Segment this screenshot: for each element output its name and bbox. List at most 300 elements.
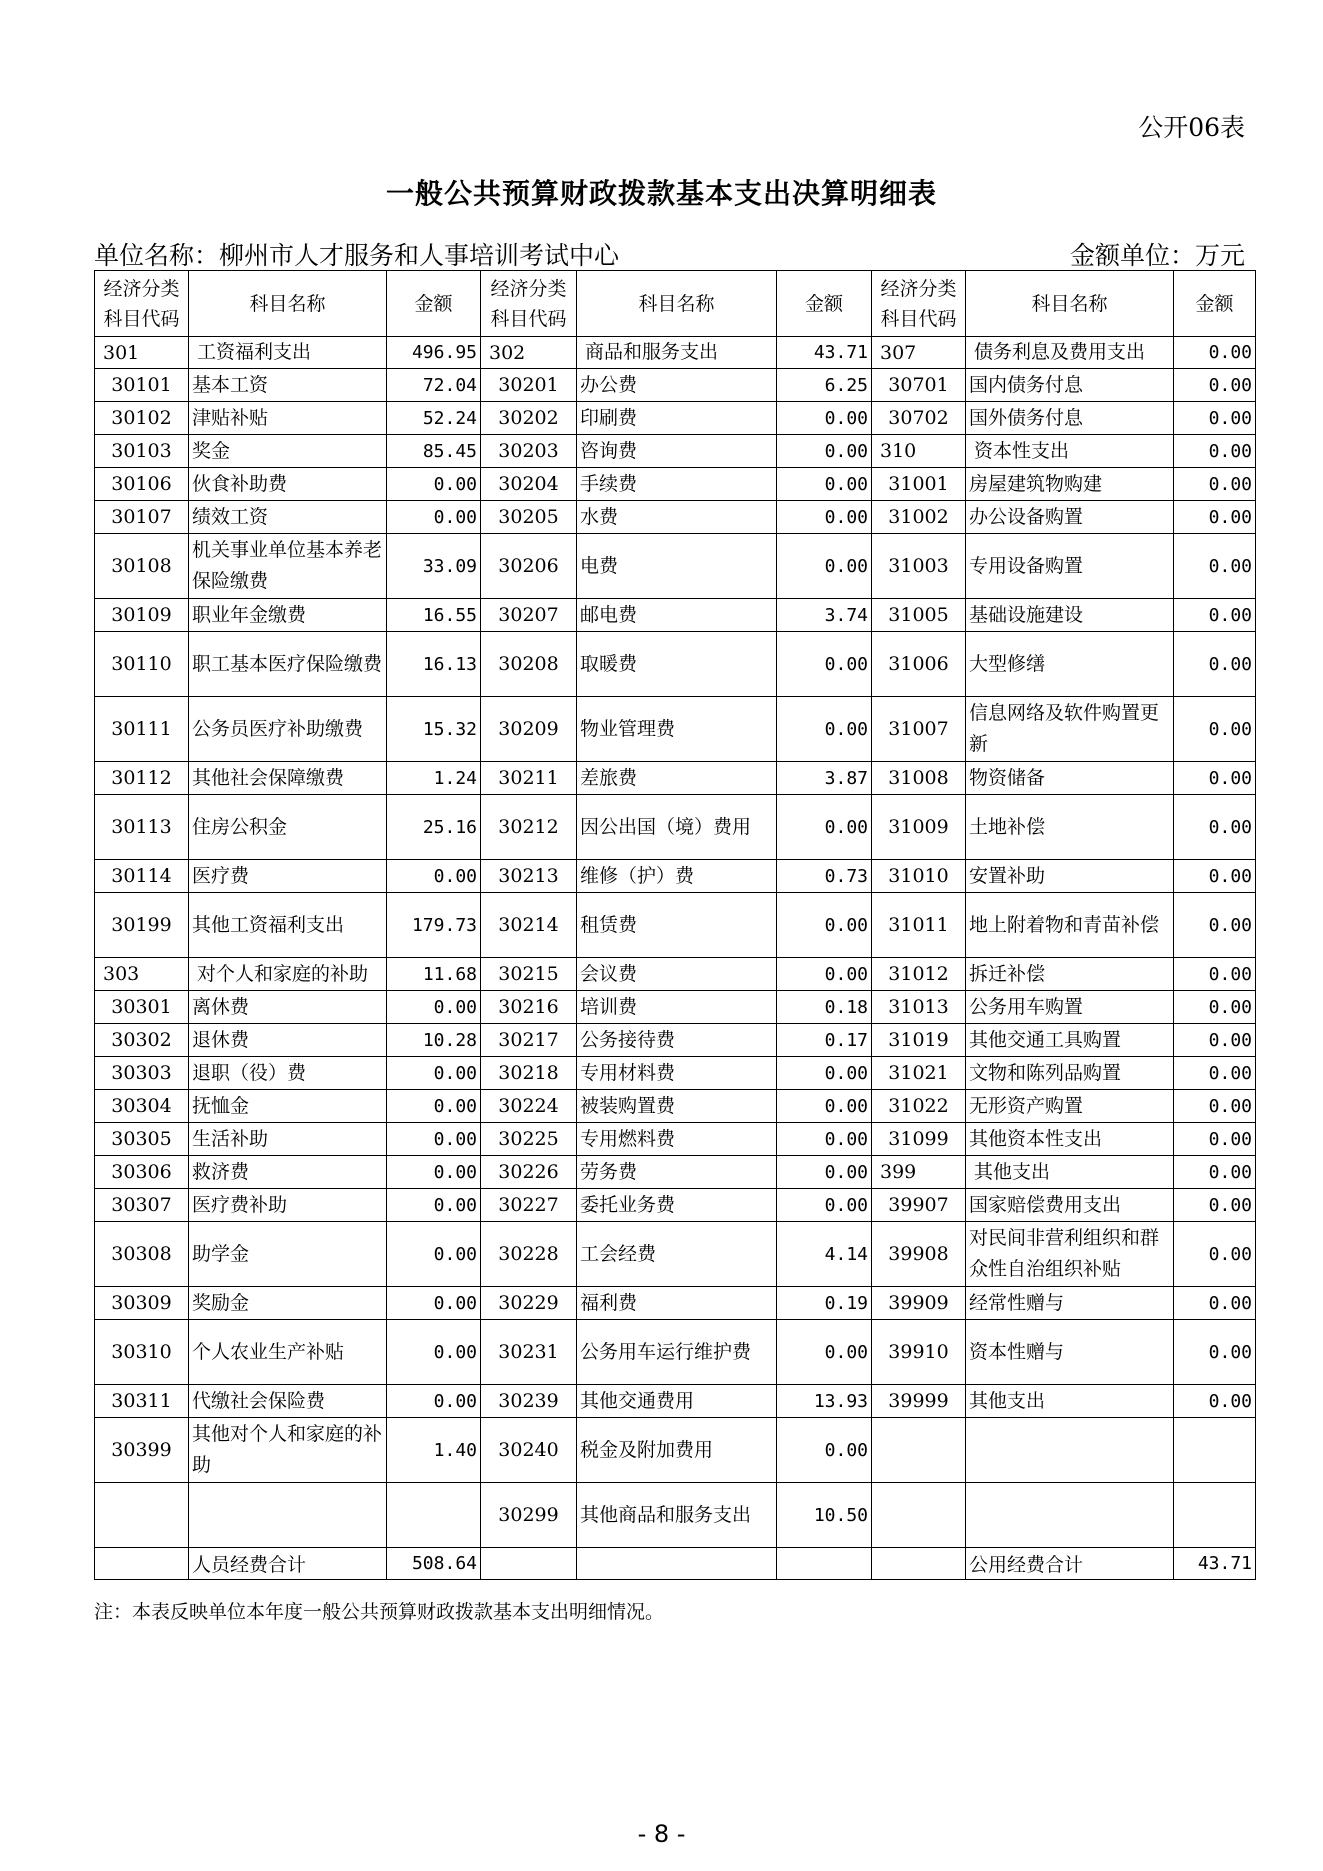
item-name-cell: 基础设施建设 xyxy=(966,599,1174,632)
economic-code-cell: 399 xyxy=(872,1156,966,1189)
amount-cell: 0.00 xyxy=(1174,402,1256,435)
economic-code-cell: 30211 xyxy=(481,762,577,795)
economic-code-cell xyxy=(872,1483,966,1548)
amount-cell xyxy=(387,1483,481,1548)
economic-code-cell: 30213 xyxy=(481,860,577,893)
item-name-cell: 其他社会保障缴费 xyxy=(189,762,387,795)
amount-cell: 1.24 xyxy=(387,762,481,795)
table-row xyxy=(95,1123,1256,1156)
item-name-cell: 税金及附加费用 xyxy=(577,1418,777,1483)
item-name-cell: 无形资产购置 xyxy=(966,1090,1174,1123)
public-total-amount: 43.71 xyxy=(1174,1548,1256,1580)
table-row xyxy=(95,337,1256,369)
personnel-total-label: 人员经费合计 xyxy=(189,1548,387,1580)
item-name-cell: 商品和服务支出 xyxy=(577,337,777,369)
item-name-cell: 奖励金 xyxy=(189,1287,387,1320)
table-row xyxy=(95,1156,1256,1189)
economic-code-cell: 39907 xyxy=(872,1189,966,1222)
item-name-cell: 公务用车购置 xyxy=(966,991,1174,1024)
economic-code-cell: 31012 xyxy=(872,958,966,991)
amount-cell: 0.18 xyxy=(777,991,872,1024)
amount-cell: 0.00 xyxy=(1174,1222,1256,1287)
amount-cell: 3.74 xyxy=(777,599,872,632)
amount-cell: 25.16 xyxy=(387,795,481,860)
economic-code-cell: 30108 xyxy=(95,534,189,599)
amount-cell: 0.00 xyxy=(777,1320,872,1385)
amount-cell: 0.00 xyxy=(777,534,872,599)
table-row xyxy=(95,1057,1256,1090)
economic-code-cell: 30231 xyxy=(481,1320,577,1385)
item-name-cell: 退休费 xyxy=(189,1024,387,1057)
amount-cell: 0.00 xyxy=(387,1189,481,1222)
economic-code-cell: 31006 xyxy=(872,632,966,697)
economic-code-cell: 31099 xyxy=(872,1123,966,1156)
page-number: - 8 - xyxy=(637,1820,686,1848)
amount-cell: 0.00 xyxy=(777,1189,872,1222)
totals-row xyxy=(95,1548,1256,1580)
amount-cell: 0.00 xyxy=(387,991,481,1024)
economic-code-cell: 310 xyxy=(872,435,966,468)
item-name-cell: 职业年金缴费 xyxy=(189,599,387,632)
amount-cell: 72.04 xyxy=(387,369,481,402)
amount-cell: 0.00 xyxy=(1174,1320,1256,1385)
economic-code-cell: 39910 xyxy=(872,1320,966,1385)
item-name-cell: 公务用车运行维护费 xyxy=(577,1320,777,1385)
amount-cell: 15.32 xyxy=(387,697,481,762)
economic-code-cell: 30309 xyxy=(95,1287,189,1320)
amount-cell: 52.24 xyxy=(387,402,481,435)
amount-cell: 0.00 xyxy=(777,1156,872,1189)
amount-cell: 0.00 xyxy=(777,697,872,762)
amount-cell: 0.00 xyxy=(1174,1024,1256,1057)
item-name-cell: 债务利息及费用支出 xyxy=(966,337,1174,369)
amount-cell: 0.00 xyxy=(777,1090,872,1123)
item-name-cell: 维修（护）费 xyxy=(577,860,777,893)
item-name-cell: 津贴补贴 xyxy=(189,402,387,435)
item-name-cell: 退职（役）费 xyxy=(189,1057,387,1090)
item-name-cell: 物资储备 xyxy=(966,762,1174,795)
item-name-cell: 离休费 xyxy=(189,991,387,1024)
economic-code-cell: 31011 xyxy=(872,893,966,958)
economic-code-cell: 30310 xyxy=(95,1320,189,1385)
economic-code-cell: 31021 xyxy=(872,1057,966,1090)
amount-cell: 0.00 xyxy=(1174,1189,1256,1222)
economic-code-cell: 301 xyxy=(95,337,189,369)
economic-code-cell: 30206 xyxy=(481,534,577,599)
amount-cell: 0.00 xyxy=(777,435,872,468)
table-cell xyxy=(872,1548,966,1580)
amount-cell: 0.00 xyxy=(1174,501,1256,534)
economic-code-cell: 30307 xyxy=(95,1189,189,1222)
item-name-cell: 住房公积金 xyxy=(189,795,387,860)
amount-cell: 0.00 xyxy=(777,1418,872,1483)
table-row xyxy=(95,402,1256,435)
economic-code-cell xyxy=(95,1483,189,1548)
economic-code-cell: 30106 xyxy=(95,468,189,501)
item-name-cell: 公务接待费 xyxy=(577,1024,777,1057)
table-row xyxy=(95,501,1256,534)
economic-code-cell: 31003 xyxy=(872,534,966,599)
economic-code-cell: 30204 xyxy=(481,468,577,501)
table-row xyxy=(95,1090,1256,1123)
economic-code-cell: 30399 xyxy=(95,1418,189,1483)
item-name-cell: 其他商品和服务支出 xyxy=(577,1483,777,1548)
economic-code-cell: 31007 xyxy=(872,697,966,762)
economic-code-cell: 30109 xyxy=(95,599,189,632)
economic-code-cell: 31009 xyxy=(872,795,966,860)
column-header: 金额 xyxy=(387,271,481,337)
item-name-cell: 国家赔偿费用支出 xyxy=(966,1189,1174,1222)
item-name-cell: 福利费 xyxy=(577,1287,777,1320)
item-name-cell: 委托业务费 xyxy=(577,1189,777,1222)
item-name-cell: 水费 xyxy=(577,501,777,534)
amount-cell: 0.00 xyxy=(387,1156,481,1189)
item-name-cell: 安置补助 xyxy=(966,860,1174,893)
column-header: 科目名称 xyxy=(966,271,1174,337)
item-name-cell: 伙食补助费 xyxy=(189,468,387,501)
amount-cell: 0.00 xyxy=(777,795,872,860)
column-header: 经济分类科目代码 xyxy=(481,271,577,337)
item-name-cell: 房屋建筑物购建 xyxy=(966,468,1174,501)
economic-code-cell: 30202 xyxy=(481,402,577,435)
amount-cell: 0.00 xyxy=(777,501,872,534)
amount-cell xyxy=(1174,1483,1256,1548)
table-row xyxy=(95,1320,1256,1385)
item-name-cell: 文物和陈列品购置 xyxy=(966,1057,1174,1090)
item-name-cell: 信息网络及软件购置更新 xyxy=(966,697,1174,762)
amount-cell: 0.00 xyxy=(387,1287,481,1320)
item-name-cell: 办公费 xyxy=(577,369,777,402)
economic-code-cell: 31008 xyxy=(872,762,966,795)
amount-cell: 43.71 xyxy=(777,337,872,369)
amount-cell: 0.00 xyxy=(777,1123,872,1156)
item-name-cell: 绩效工资 xyxy=(189,501,387,534)
item-name-cell: 机关事业单位基本养老保险缴费 xyxy=(189,534,387,599)
item-name-cell: 土地补偿 xyxy=(966,795,1174,860)
amount-cell: 0.00 xyxy=(387,1222,481,1287)
amount-cell: 0.00 xyxy=(1174,893,1256,958)
economic-code-cell: 30102 xyxy=(95,402,189,435)
item-name-cell: 专用材料费 xyxy=(577,1057,777,1090)
economic-code-cell: 30229 xyxy=(481,1287,577,1320)
economic-code-cell: 30215 xyxy=(481,958,577,991)
amount-cell: 0.00 xyxy=(1174,632,1256,697)
economic-code-cell: 39909 xyxy=(872,1287,966,1320)
item-name-cell: 基本工资 xyxy=(189,369,387,402)
economic-code-cell: 307 xyxy=(872,337,966,369)
economic-code-cell: 30302 xyxy=(95,1024,189,1057)
item-name-cell: 其他支出 xyxy=(966,1385,1174,1418)
item-name-cell: 会议费 xyxy=(577,958,777,991)
table-row xyxy=(95,1189,1256,1222)
item-name-cell: 经常性赠与 xyxy=(966,1287,1174,1320)
economic-code-cell: 31005 xyxy=(872,599,966,632)
table-row xyxy=(95,435,1256,468)
amount-cell: 16.13 xyxy=(387,632,481,697)
amount-cell: 0.00 xyxy=(1174,599,1256,632)
table-row xyxy=(95,893,1256,958)
amount-cell: 0.00 xyxy=(1174,337,1256,369)
table-row xyxy=(95,1418,1256,1483)
amount-cell: 0.00 xyxy=(777,893,872,958)
economic-code-cell: 30305 xyxy=(95,1123,189,1156)
amount-cell: 0.00 xyxy=(1174,534,1256,599)
amount-cell: 6.25 xyxy=(777,369,872,402)
unit-name: 单位名称：柳州市人才服务和人事培训考试中心 xyxy=(94,241,620,270)
item-name-cell: 奖金 xyxy=(189,435,387,468)
amount-cell: 0.00 xyxy=(387,1057,481,1090)
table-row xyxy=(95,860,1256,893)
economic-code-cell: 30203 xyxy=(481,435,577,468)
column-header: 科目名称 xyxy=(577,271,777,337)
item-name-cell: 其他对个人和家庭的补助 xyxy=(189,1418,387,1483)
item-name-cell: 职工基本医疗保险缴费 xyxy=(189,632,387,697)
amount-cell: 0.00 xyxy=(387,860,481,893)
amount-cell: 0.00 xyxy=(387,468,481,501)
amount-cell: 0.00 xyxy=(1174,1057,1256,1090)
item-name-cell: 对个人和家庭的补助 xyxy=(189,958,387,991)
item-name-cell: 因公出国（境）费用 xyxy=(577,795,777,860)
amount-cell: 0.00 xyxy=(777,632,872,697)
economic-code-cell: 30207 xyxy=(481,599,577,632)
table-cell xyxy=(777,1548,872,1580)
table-row xyxy=(95,1385,1256,1418)
table-cell xyxy=(481,1548,577,1580)
economic-code-cell: 30216 xyxy=(481,991,577,1024)
expenditure-table xyxy=(94,270,1256,1580)
item-name-cell: 其他支出 xyxy=(966,1156,1174,1189)
amount-cell: 0.00 xyxy=(1174,991,1256,1024)
item-name-cell: 其他交通工具购置 xyxy=(966,1024,1174,1057)
table-body xyxy=(95,337,1256,1548)
table-row xyxy=(95,1287,1256,1320)
item-name-cell xyxy=(966,1483,1174,1548)
item-name-cell: 其他工资福利支出 xyxy=(189,893,387,958)
column-header: 金额 xyxy=(777,271,872,337)
table-row xyxy=(95,534,1256,599)
table-row xyxy=(95,369,1256,402)
item-name-cell: 个人农业生产补贴 xyxy=(189,1320,387,1385)
amount-cell: 0.00 xyxy=(387,1320,481,1385)
item-name-cell: 物业管理费 xyxy=(577,697,777,762)
page-title: 一般公共预算财政拨款基本支出决算明细表 xyxy=(385,177,937,210)
amount-cell: 0.00 xyxy=(387,501,481,534)
item-name-cell: 国内债务付息 xyxy=(966,369,1174,402)
amount-cell: 0.00 xyxy=(1174,1287,1256,1320)
amount-cell: 11.68 xyxy=(387,958,481,991)
amount-cell: 0.00 xyxy=(777,1057,872,1090)
amount-cell: 0.00 xyxy=(1174,1090,1256,1123)
economic-code-cell: 30110 xyxy=(95,632,189,697)
column-header: 科目名称 xyxy=(189,271,387,337)
amount-cell: 0.00 xyxy=(1174,369,1256,402)
amount-cell: 0.00 xyxy=(1174,1385,1256,1418)
economic-code-cell: 30308 xyxy=(95,1222,189,1287)
amount-cell: 0.00 xyxy=(1174,795,1256,860)
economic-code-cell: 30311 xyxy=(95,1385,189,1418)
economic-code-cell: 30113 xyxy=(95,795,189,860)
item-name-cell: 对民间非营利组织和群众性自治组织补贴 xyxy=(966,1222,1174,1287)
personnel-total-amount: 508.64 xyxy=(387,1548,481,1580)
amount-cell: 0.00 xyxy=(1174,1156,1256,1189)
table-cell xyxy=(577,1548,777,1580)
item-name-cell: 工资福利支出 xyxy=(189,337,387,369)
item-name-cell: 培训费 xyxy=(577,991,777,1024)
economic-code-cell: 30101 xyxy=(95,369,189,402)
amount-cell: 0.00 xyxy=(777,468,872,501)
economic-code-cell: 30225 xyxy=(481,1123,577,1156)
amount-cell: 16.55 xyxy=(387,599,481,632)
item-name-cell: 邮电费 xyxy=(577,599,777,632)
item-name-cell: 取暖费 xyxy=(577,632,777,697)
amount-cell: 13.93 xyxy=(777,1385,872,1418)
economic-code-cell: 30218 xyxy=(481,1057,577,1090)
economic-code-cell: 30208 xyxy=(481,632,577,697)
table-header-row xyxy=(95,271,1256,337)
amount-cell: 0.00 xyxy=(1174,860,1256,893)
amount-cell: 4.14 xyxy=(777,1222,872,1287)
item-name-cell: 拆迁补偿 xyxy=(966,958,1174,991)
amount-cell: 496.95 xyxy=(387,337,481,369)
economic-code-cell: 302 xyxy=(481,337,577,369)
economic-code-cell: 303 xyxy=(95,958,189,991)
footnote: 注：本表反映单位本年度一般公共预算财政拨款基本支出明细情况。 xyxy=(94,1601,665,1623)
economic-code-cell: 31010 xyxy=(872,860,966,893)
item-name-cell: 救济费 xyxy=(189,1156,387,1189)
amount-cell: 0.00 xyxy=(387,1090,481,1123)
economic-code-cell: 30299 xyxy=(481,1483,577,1548)
item-name-cell: 代缴社会保险费 xyxy=(189,1385,387,1418)
item-name-cell: 助学金 xyxy=(189,1222,387,1287)
economic-code-cell: 30201 xyxy=(481,369,577,402)
economic-code-cell: 30103 xyxy=(95,435,189,468)
economic-code-cell: 30239 xyxy=(481,1385,577,1418)
amount-cell: 1.40 xyxy=(387,1418,481,1483)
economic-code-cell: 39908 xyxy=(872,1222,966,1287)
economic-code-cell: 31002 xyxy=(872,501,966,534)
amount-unit: 金额单位：万元 xyxy=(1069,241,1245,270)
amount-cell: 0.00 xyxy=(1174,435,1256,468)
item-name-cell: 差旅费 xyxy=(577,762,777,795)
table-row xyxy=(95,1024,1256,1057)
amount-cell: 0.00 xyxy=(1174,958,1256,991)
economic-code-cell: 30205 xyxy=(481,501,577,534)
amount-cell: 179.73 xyxy=(387,893,481,958)
item-name-cell: 地上附着物和青苗补偿 xyxy=(966,893,1174,958)
economic-code-cell: 30304 xyxy=(95,1090,189,1123)
item-name-cell: 办公设备购置 xyxy=(966,501,1174,534)
economic-code-cell: 30107 xyxy=(95,501,189,534)
item-name-cell: 抚恤金 xyxy=(189,1090,387,1123)
item-name-cell: 工会经费 xyxy=(577,1222,777,1287)
table-row xyxy=(95,762,1256,795)
economic-code-cell: 30111 xyxy=(95,697,189,762)
table-row xyxy=(95,632,1256,697)
amount-cell: 0.73 xyxy=(777,860,872,893)
table-row xyxy=(95,599,1256,632)
amount-cell: 0.00 xyxy=(777,402,872,435)
table-row xyxy=(95,958,1256,991)
item-name-cell: 其他资本性支出 xyxy=(966,1123,1174,1156)
economic-code-cell: 30306 xyxy=(95,1156,189,1189)
amount-cell: 0.00 xyxy=(777,958,872,991)
item-name-cell: 专用燃料费 xyxy=(577,1123,777,1156)
table-row xyxy=(95,468,1256,501)
item-name-cell: 国外债务付息 xyxy=(966,402,1174,435)
economic-code-cell: 30240 xyxy=(481,1418,577,1483)
item-name-cell: 其他交通费用 xyxy=(577,1385,777,1418)
economic-code-cell: 30212 xyxy=(481,795,577,860)
economic-code-cell: 39999 xyxy=(872,1385,966,1418)
economic-code-cell: 31019 xyxy=(872,1024,966,1057)
economic-code-cell: 30228 xyxy=(481,1222,577,1287)
item-name-cell: 印刷费 xyxy=(577,402,777,435)
item-name-cell xyxy=(189,1483,387,1548)
public-total-label: 公用经费合计 xyxy=(966,1548,1174,1580)
item-name-cell: 咨询费 xyxy=(577,435,777,468)
table-row xyxy=(95,795,1256,860)
item-name-cell: 生活补助 xyxy=(189,1123,387,1156)
amount-cell: 0.00 xyxy=(1174,1123,1256,1156)
amount-cell: 85.45 xyxy=(387,435,481,468)
amount-cell: 0.00 xyxy=(387,1123,481,1156)
economic-code-cell: 30112 xyxy=(95,762,189,795)
economic-code-cell: 30702 xyxy=(872,402,966,435)
item-name-cell: 专用设备购置 xyxy=(966,534,1174,599)
amount-cell xyxy=(1174,1418,1256,1483)
item-name-cell: 租赁费 xyxy=(577,893,777,958)
amount-cell: 0.19 xyxy=(777,1287,872,1320)
item-name-cell: 电费 xyxy=(577,534,777,599)
table-row xyxy=(95,697,1256,762)
economic-code-cell: 31013 xyxy=(872,991,966,1024)
economic-code-cell: 30226 xyxy=(481,1156,577,1189)
economic-code-cell: 30701 xyxy=(872,369,966,402)
economic-code-cell: 30303 xyxy=(95,1057,189,1090)
column-header: 金额 xyxy=(1174,271,1256,337)
amount-cell: 0.00 xyxy=(1174,762,1256,795)
item-name-cell: 劳务费 xyxy=(577,1156,777,1189)
economic-code-cell: 31022 xyxy=(872,1090,966,1123)
amount-cell: 0.00 xyxy=(387,1385,481,1418)
amount-cell: 0.00 xyxy=(1174,468,1256,501)
table-row xyxy=(95,991,1256,1024)
item-name-cell: 资本性赠与 xyxy=(966,1320,1174,1385)
table-row xyxy=(95,1222,1256,1287)
economic-code-cell: 30224 xyxy=(481,1090,577,1123)
economic-code-cell xyxy=(872,1418,966,1483)
column-header: 经济分类科目代码 xyxy=(95,271,189,337)
economic-code-cell: 30217 xyxy=(481,1024,577,1057)
item-name-cell: 被装购置费 xyxy=(577,1090,777,1123)
economic-code-cell: 30214 xyxy=(481,893,577,958)
amount-cell: 10.28 xyxy=(387,1024,481,1057)
economic-code-cell: 30199 xyxy=(95,893,189,958)
item-name-cell: 公务员医疗补助缴费 xyxy=(189,697,387,762)
amount-cell: 10.50 xyxy=(777,1483,872,1548)
economic-code-cell: 30209 xyxy=(481,697,577,762)
economic-code-cell: 30227 xyxy=(481,1189,577,1222)
amount-cell: 33.09 xyxy=(387,534,481,599)
column-header: 经济分类科目代码 xyxy=(872,271,966,337)
item-name-cell: 医疗费 xyxy=(189,860,387,893)
amount-cell: 3.87 xyxy=(777,762,872,795)
table-cell xyxy=(95,1548,189,1580)
item-name-cell: 医疗费补助 xyxy=(189,1189,387,1222)
economic-code-cell: 30301 xyxy=(95,991,189,1024)
item-name-cell: 手续费 xyxy=(577,468,777,501)
economic-code-cell: 31001 xyxy=(872,468,966,501)
